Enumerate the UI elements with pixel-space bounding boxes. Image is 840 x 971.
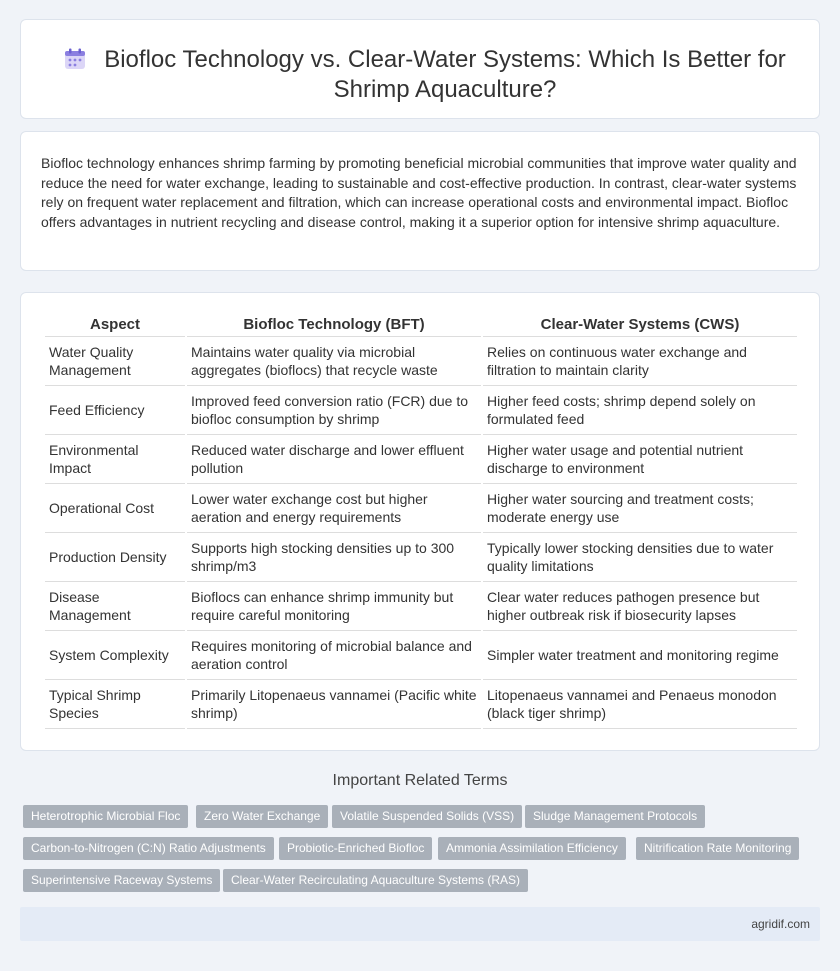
related-terms-title: Important Related Terms xyxy=(332,772,508,789)
intro-card xyxy=(20,131,820,271)
related-term-tag[interactable]: Clear-Water Recirculating Aquaculture Systems (RAS) xyxy=(223,869,528,892)
related-term-tag[interactable]: Nitrification Rate Monitoring xyxy=(636,837,799,860)
aspect-cell: Feed Efficiency xyxy=(45,386,185,435)
aspect-cell: Typical Shrimp Species xyxy=(45,680,185,729)
table-row xyxy=(45,582,797,631)
table-row xyxy=(45,680,797,729)
table-row xyxy=(45,533,797,582)
clear-water-cell: Higher water usage and potential nutrient discharge to environment xyxy=(483,435,797,484)
footer xyxy=(20,907,820,941)
aspect-cell: Operational Cost xyxy=(45,484,185,533)
page-title: Biofloc Technology vs. Clear-Water Systems: Which Is Better for Shrimp Aquaculture? xyxy=(104,46,786,103)
biofloc-cell: Improved feed conversion ratio (FCR) due to biofloc consumption by shrimp xyxy=(187,386,481,435)
intro-paragraph: Biofloc technology enhances shrimp farming by promoting beneficial microbial communities that improve water quality and reduce the need for water exchange, leading to sustainable and cost-effective production. In contrast, clear-water systems rely on frequent water replacement and filtration, which can increase operational costs and environmental impact. Biofloc offers advantages in nutrient recycling and disease control, making it a superior option for intensive shrimp aquaculture. xyxy=(41,155,797,230)
related-term-tag[interactable]: Ammonia Assimilation Efficiency xyxy=(438,837,626,860)
biofloc-cell: Reduced water discharge and lower effluent pollution xyxy=(187,435,481,484)
comparison-table xyxy=(43,315,799,729)
related-term-tag[interactable]: Probiotic-Enriched Biofloc xyxy=(279,837,432,860)
related-term-tag[interactable]: Carbon-to-Nitrogen (C:N) Ratio Adjustments xyxy=(23,837,274,860)
table-row xyxy=(45,435,797,484)
footer-site-link[interactable]: agridif.com xyxy=(751,917,810,931)
aspect-cell: Production Density xyxy=(45,533,185,582)
related-term-tag[interactable]: Superintensive Raceway Systems xyxy=(23,869,220,892)
clear-water-cell: Clear water reduces pathogen presence but higher outbreak risk if biosecurity lapses xyxy=(483,582,797,631)
table-row xyxy=(45,337,797,386)
biofloc-cell: Lower water exchange cost but higher aeration and energy requirements xyxy=(187,484,481,533)
aspect-cell: Environmental Impact xyxy=(45,435,185,484)
clear-water-cell: Typically lower stocking densities due to water quality limitations xyxy=(483,533,797,582)
biofloc-cell: Bioflocs can enhance shrimp immunity but require careful monitoring xyxy=(187,582,481,631)
comparison-card xyxy=(20,292,820,751)
biofloc-cell: Supports high stocking densities up to 300 shrimp/m3 xyxy=(187,533,481,582)
clear-water-cell: Higher feed costs; shrimp depend solely on formulated feed xyxy=(483,386,797,435)
header-clear-water: Clear-Water Systems (CWS) xyxy=(483,315,797,337)
related-term-tag[interactable]: Zero Water Exchange xyxy=(196,805,328,828)
aspect-cell: System Complexity xyxy=(45,631,185,680)
header-biofloc: Biofloc Technology (BFT) xyxy=(187,315,481,337)
table-row xyxy=(45,386,797,435)
aspect-cell: Disease Management xyxy=(45,582,185,631)
aspect-cell: Water Quality Management xyxy=(45,337,185,386)
clear-water-cell: Relies on continuous water exchange and filtration to maintain clarity xyxy=(483,337,797,386)
header-aspect: Aspect xyxy=(45,315,185,337)
table-row xyxy=(45,484,797,533)
table-row xyxy=(45,631,797,680)
related-term-tag[interactable]: Heterotrophic Microbial Floc xyxy=(23,805,188,828)
related-term-tag[interactable]: Sludge Management Protocols xyxy=(525,805,705,828)
biofloc-cell: Requires monitoring of microbial balance and aeration control xyxy=(187,631,481,680)
clear-water-cell: Higher water sourcing and treatment costs; moderate energy use xyxy=(483,484,797,533)
clear-water-cell: Simpler water treatment and monitoring regime xyxy=(483,631,797,680)
title-card xyxy=(20,19,820,119)
biofloc-cell: Maintains water quality via microbial aggregates (bioflocs) that recycle waste xyxy=(187,337,481,386)
biofloc-cell: Primarily Litopenaeus vannamei (Pacific white shrimp) xyxy=(187,680,481,729)
related-term-tag[interactable]: Volatile Suspended Solids (VSS) xyxy=(332,805,522,828)
table-header-row xyxy=(45,315,797,337)
clear-water-cell: Litopenaeus vannamei and Penaeus monodon (black tiger shrimp) xyxy=(483,680,797,729)
